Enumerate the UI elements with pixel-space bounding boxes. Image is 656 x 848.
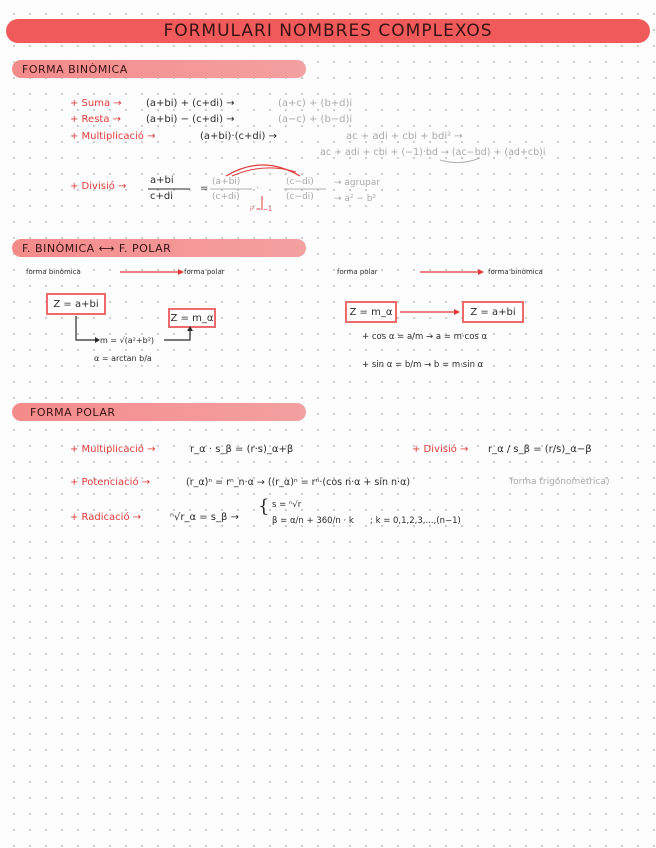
resta-label: + Resta →: [70, 114, 122, 125]
diagram-path: [164, 330, 190, 340]
divisio-label: + Divisió →: [70, 181, 127, 192]
divisio-denominator: c+di: [150, 191, 174, 202]
section-title: F. BINÒMICA ⟷ F. POLAR: [22, 241, 172, 255]
argument-formula: α = arctan b/a: [94, 354, 152, 363]
resta-result: (a−c) + (b−d)i: [278, 114, 353, 125]
left-from-label: forma binòmica: [26, 268, 81, 276]
suma-result: (a+c) + (b+d)i: [278, 98, 353, 109]
right-from-label: forma polar: [337, 268, 378, 276]
divisio-fraction1-num: (a+bi): [212, 177, 241, 187]
page-title: FORMULARI NOMBRES COMPLEXOS: [163, 21, 493, 41]
suma-label: + Suma →: [70, 98, 122, 109]
arrow-head: [454, 309, 460, 315]
left-to-label: forma polar: [184, 268, 225, 276]
arrow-head: [478, 269, 484, 275]
divisio-fraction2-den: (c−di): [286, 192, 314, 202]
polar-multiplicacio-label: + Multiplicació →: [70, 444, 156, 455]
divisio-dot: ·: [256, 183, 260, 194]
potenciacio-label: + Potenciació →: [70, 477, 151, 488]
binomic-form-text: Z = a+bi: [53, 298, 99, 310]
polar-form-text-small: Z = m_α: [170, 312, 214, 324]
divisio-note-agrupar: → agrupar: [334, 178, 380, 188]
polar-form-text: Z = m_α: [349, 306, 393, 318]
divisio-fraction1-den: (c+di): [212, 192, 240, 202]
diagram-path: [76, 316, 96, 340]
divisio-equals: =: [200, 183, 209, 194]
divisio-annotation: i² = −1: [250, 206, 272, 213]
arrow-head: [178, 269, 184, 275]
divisio-numerator: a+bi: [150, 175, 174, 186]
radicacio-label: + Radicació →: [70, 512, 142, 523]
section-title: FORMA BINÒMICA: [22, 62, 128, 76]
grey-swoosh: [440, 158, 480, 163]
divisio-note-squares: → a² − b²: [334, 194, 377, 204]
resta-expression: (a+bi) − (c+di) →: [146, 114, 235, 125]
multiplicacio-expression: (a+bi)·(c+di) →: [200, 131, 277, 142]
polar-divisio-label: + Divisió →: [412, 444, 469, 455]
arrow-head: [95, 337, 100, 343]
radicacio-brace: {: [258, 496, 270, 517]
arrow-head: [187, 326, 193, 331]
sine-relation: + sin α = b/m → b = m·sin α: [362, 360, 484, 370]
radicacio-modulus: s = ⁿ√r: [272, 500, 302, 510]
section-title: FORMA POLAR: [30, 405, 116, 419]
divisio-fraction2-num: (c−di): [286, 177, 314, 187]
multiplicacio-result-2: ac + adi + cbi + (−1)·bd → (ac−bd) + (ad+cb)i: [320, 147, 546, 158]
multiplicacio-result-1: ac + adi + cbi + bdi² →: [346, 131, 463, 142]
polar-multiplicacio-expression: r_α · s_β = (r·s)_α+β: [190, 444, 294, 455]
suma-expression: (a+bi) + (c+di) →: [146, 98, 235, 109]
multiplicacio-label: + Multiplicació →: [70, 131, 156, 142]
binomic-form-text-right: Z = a+bi: [470, 306, 516, 318]
cosine-relation: + cos α = a/m → a = m·cos α: [362, 332, 488, 342]
polar-divisio-expression: r_α / s_β = (r/s)_α−β: [488, 444, 592, 455]
potenciacio-note: forma trigonomètrica): [510, 477, 610, 487]
radicacio-argument: β = α/n + 360/n · k: [272, 516, 354, 526]
modulus-formula: m = √(a²+b²): [100, 336, 155, 345]
radicacio-expression: ⁿ√r_α = s_β →: [170, 512, 239, 523]
right-to-label: forma binòmica: [488, 268, 543, 276]
potenciacio-expression: (r_α)ⁿ = rⁿ_n·α → ((r_α)ⁿ = rⁿ·(cos n·α + sin n·α): [186, 477, 411, 488]
radicacio-k-values: ; k = 0,1,2,3,...,(n−1): [370, 516, 461, 526]
